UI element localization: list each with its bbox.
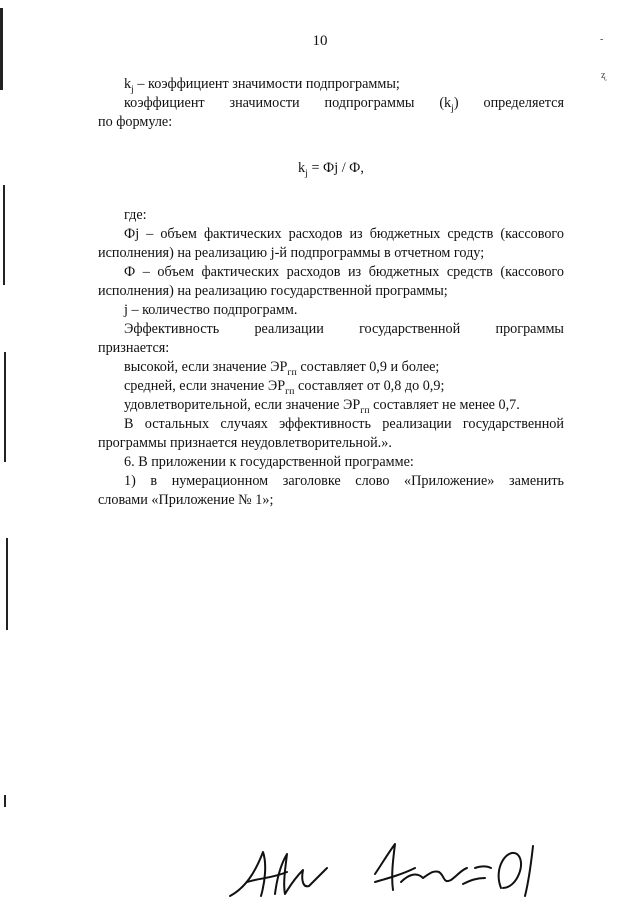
scan-speck: ʐ <box>601 70 606 81</box>
text-line: высокой, если значение $ЭР_{гп}$ составляет 0,9 и более; <box>124 359 440 378</box>
text-line-justified: В остальных случаях эффективность реализации государственной <box>124 416 564 432</box>
text-line: исполнения) на реализацию государственной программы; <box>98 283 448 299</box>
text-line: признается: <box>98 340 170 356</box>
scan-speck: - <box>600 34 604 45</box>
scan-edge-mark <box>4 352 6 462</box>
text-line: 6. В приложении к государственной программе: <box>124 454 414 470</box>
page-number: 10 <box>312 33 328 49</box>
text-line: удовлетворительной, если значение $ЭР_{гп}$ составляет не менее 0,7. <box>124 397 520 416</box>
text-line-justified: Ф – объем фактических расходов из бюджетных средств (кассового <box>124 264 564 280</box>
handwritten-signature <box>225 838 555 900</box>
document-body <box>98 75 564 510</box>
text-line-justified: 1) в нумерационном заголовке слово «Приложение» заменить <box>124 473 564 489</box>
text-line: средней, если значение $ЭР_{гп}$ составляет от 0,8 до 0,9; <box>124 378 445 397</box>
text-line-justified: Фj – объем фактических расходов из бюджетных средств (кассового <box>124 226 564 242</box>
text-line-justified: коэффициент значимости подпрограммы $(k_j)$ определяется <box>124 95 564 114</box>
text-line: словами «Приложение № 1»; <box>98 492 274 508</box>
scan-edge-mark <box>6 538 8 630</box>
text-line: программы признается неудовлетворительной.». <box>98 435 392 451</box>
text-line: по формуле: <box>98 114 173 130</box>
scan-edge-mark <box>3 185 5 285</box>
formula: $k_j$ = Фj / Ф, <box>298 160 364 179</box>
text-line: исполнения) на реализацию j-й подпрограммы в отчетном году; <box>98 245 485 261</box>
text-line: где: <box>124 207 147 223</box>
text-line: $k_j$ – коэффициент значимости подпрограммы; <box>124 76 400 95</box>
text-line: j – количество подпрограмм. <box>124 302 298 318</box>
text-line-justified: Эффективность реализации государственной программы <box>124 321 564 337</box>
scan-edge-mark <box>4 795 6 807</box>
scan-edge-mark <box>0 8 3 90</box>
